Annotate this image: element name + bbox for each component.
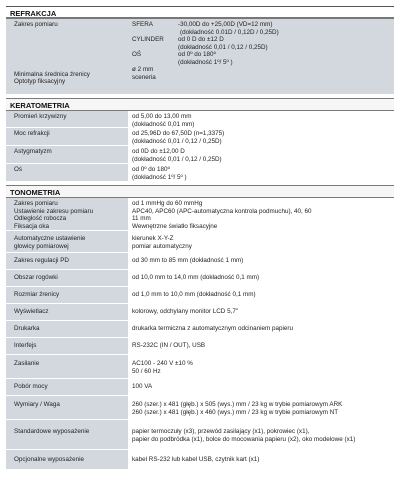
kerato-line: (dokładność 0,01 / 0,12 / 0,25D) — [132, 137, 222, 145]
spec-row-printer — [6, 321, 394, 338]
tono-value: APC40, APC60 (APC-automatyczna kontrola podmuchu), 40, 60 — [132, 207, 312, 215]
kerato-label: Promień krzywizny — [14, 113, 67, 120]
spec-value: papier termoczuły (x3), przewód zasilający (x1), pokrowiec (x1), — [132, 428, 310, 435]
spec-row-pupil — [6, 287, 394, 304]
tono-block-2 — [6, 231, 394, 253]
spec-row-consumption — [6, 379, 394, 396]
tono-label: głowicy pomiarowej — [14, 242, 69, 250]
tono-value: Wewnętrzne światło fiksacyjne — [132, 222, 218, 230]
tono-block-1 — [6, 198, 394, 231]
spec-value: kolorowy, odchylany monitor LCD 5,7" — [128, 304, 394, 320]
spec-label: Obszar rogówki — [14, 274, 58, 281]
spec-label: Opcjonalne wyposażenie — [14, 456, 85, 463]
cylinder-value: od 0 D do ±12 D — [178, 36, 224, 44]
kerato-line: (dokładność 0,01 / 0,12 / 0,25D) — [132, 155, 222, 163]
os-value: od 0º do 180º — [178, 51, 216, 59]
sfera-accuracy: (dokładność 0.01D / 0,12D / 0,25D) — [180, 28, 279, 36]
spec-label: Standardowe wyposażenie — [14, 428, 90, 435]
spec-label: Wymiary / Waga — [14, 401, 60, 408]
spec-label: Pobór mocy — [14, 383, 48, 390]
tono-label: Fiksacja oka — [14, 222, 49, 230]
spec-label: Interfejs — [14, 342, 37, 349]
optotype-label: Optotyp fiksacyjny — [14, 78, 66, 86]
spec-label: Zakres regulacji PD — [14, 257, 69, 264]
section-title-refrakcja: REFRAKCJA — [6, 6, 394, 19]
optotype-value: sceneria — [132, 73, 156, 81]
spec-row-pd — [6, 253, 394, 270]
spec-row-optional — [6, 450, 394, 470]
tono-value: od 1 mmHg do 60 mmHg — [132, 200, 203, 207]
spec-row-dimensions — [6, 396, 394, 420]
kerato-line: od 0º do 180º — [132, 166, 170, 173]
kerato-line: od 25,96D do 67,50D (n=1,3375) — [132, 130, 225, 137]
spec-value: RS-232C (IN / OUT), USB — [128, 338, 394, 354]
tono-label: Odległość robocza — [14, 215, 67, 223]
kerato-label: Astygmatyzm — [14, 148, 52, 155]
spec-label: Zasilanie — [14, 360, 40, 367]
refrakcja-labels — [6, 19, 128, 94]
cylinder-accuracy: (dokładność 0,01 / 0,12 / 0,25D) — [178, 43, 268, 51]
spec-label: Wyświetlacz — [14, 308, 49, 315]
min-pupil-value: ø 2 mm — [132, 66, 154, 74]
kerato-line: od 5,00 do 13,00 mm — [132, 113, 192, 120]
tono-value: pomiar automatyczny — [132, 242, 192, 250]
tono-label: Zakres pomiaru — [14, 200, 58, 207]
kerato-line: od 0D do ±12,00 D — [132, 148, 185, 155]
kerato-line: (dokładność 0,01 mm) — [132, 120, 195, 128]
sfera-value: -30,00D do +25,00D (VD=12 mm) — [178, 21, 273, 28]
spec-row-cornea — [6, 270, 394, 287]
spec-row-display — [6, 304, 394, 321]
os-accuracy: (dokładność 1º/ 5º ) — [178, 58, 233, 66]
tono-value: 11 mm — [132, 215, 151, 223]
tono-label: Ustawienie zakresu pomiaru — [14, 207, 94, 215]
zakres-label: Zakres pomiaru — [14, 21, 58, 28]
spec-value: od 30 mm to 85 mm (dokładność 1 mm) — [128, 253, 394, 269]
kerato-label: Moc refrakcji — [14, 130, 50, 137]
kerato-row — [6, 146, 394, 164]
spec-value: 50 / 60 Hz — [132, 367, 161, 375]
spec-row-interface — [6, 338, 394, 355]
cylinder-key: CYLINDER — [132, 36, 164, 44]
refrakcja-block — [6, 19, 394, 95]
spec-value: papier do podbródka (x1), bolce do mocowania papieru (x2), oko modelowe (x1) — [132, 435, 356, 443]
min-pupil-label: Minimalna średnica źrenicy — [14, 70, 90, 78]
kerato-label: Oś — [14, 166, 23, 173]
kerato-row — [6, 128, 394, 146]
kerato-line: (dokładność 1º/ 5º ) — [132, 173, 187, 181]
spec-label: Rozmiar źrenicy — [14, 291, 60, 298]
kerato-row — [6, 111, 394, 128]
refrakcja-values — [128, 19, 394, 94]
spec-row-standard — [6, 420, 394, 450]
spec-value: od 1,0 mm to 10,0 mm (dokładność 0,1 mm) — [128, 287, 394, 303]
spec-value: 100 VA — [128, 379, 394, 395]
spec-value: 260 (szer.) x 481 (głęb.) x 505 (wys.) mm / 23 kg w trybie pomiarowym ARK — [132, 401, 343, 408]
section-title-keratometria: KERATOMETRIA — [6, 98, 394, 111]
spec-value: od 10,0 mm to 14,0 mm (dokładność 0,1 mm) — [128, 270, 394, 286]
tono-value: kierunek X-Y-Z — [132, 235, 174, 242]
spec-value: 260 (szer.) x 481 (głęb.) x 460 (wys.) mm / 23 kg w trybie pomiarowym NT — [132, 408, 339, 416]
os-key: OŚ — [132, 51, 142, 59]
section-title-tonometria: TONOMETRIA — [6, 185, 394, 198]
kerato-row — [6, 164, 394, 182]
tono-label: Automatyczne ustawienie — [14, 235, 86, 242]
spec-row-power — [6, 355, 394, 379]
spec-value: AC100 - 240 V ±10 % — [132, 360, 193, 367]
spec-label: Drukarka — [14, 325, 40, 332]
spec-value: drukarka termiczna z automatycznym odcinaniem papieru — [128, 321, 394, 337]
spec-value: kabel RS-232 lub kabel USB, czytnik kart (x1) — [128, 450, 394, 469]
sfera-key: SFERA — [132, 21, 153, 28]
